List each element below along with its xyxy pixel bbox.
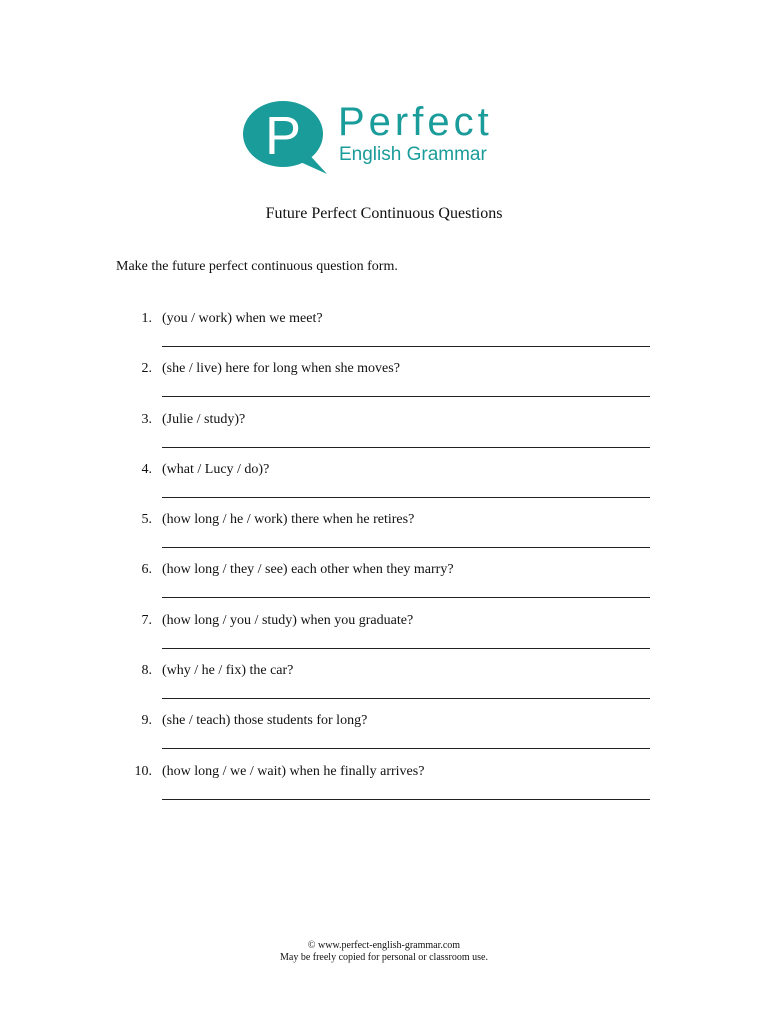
logo-letter: P	[264, 106, 302, 166]
answer-line[interactable]	[162, 597, 650, 598]
question-prompt: (how long / we / wait) when he finally arrives?	[162, 763, 425, 779]
worksheet-instruction: Make the future perfect continuous question form.	[116, 259, 398, 274]
usage-note: May be freely copied for personal or classroom use.	[280, 952, 488, 963]
page-footer	[0, 940, 768, 964]
answer-line[interactable]	[162, 698, 650, 699]
question-item	[0, 712, 768, 762]
answer-line[interactable]	[162, 346, 650, 347]
answer-line[interactable]	[162, 547, 650, 548]
question-item	[0, 461, 768, 511]
question-item	[0, 612, 768, 662]
question-item	[0, 511, 768, 561]
question-prompt: (you / work) when we meet?	[162, 311, 323, 326]
worksheet-title: Future Perfect Continuous Questions	[265, 205, 503, 222]
question-item	[0, 360, 768, 410]
question-prompt: (how long / they / see) each other when they marry?	[162, 562, 454, 578]
question-list	[0, 310, 768, 813]
question-prompt: (what / Lucy / do)?	[162, 461, 270, 477]
question-prompt: (how long / he / work) there when he retires?	[162, 512, 415, 528]
answer-line[interactable]	[162, 799, 650, 800]
question-item	[0, 662, 768, 712]
question-number: 4.	[141, 461, 152, 477]
question-number: 6.	[141, 562, 152, 578]
question-number: 9.	[141, 713, 152, 729]
question-number: 1.	[141, 311, 152, 326]
question-item	[0, 310, 768, 360]
logo-word-perfect: Perfect	[338, 100, 493, 144]
question-number: 7.	[141, 612, 152, 628]
question-prompt: (she / teach) those students for long?	[162, 713, 368, 729]
speech-bubble-logo-icon	[243, 100, 327, 174]
question-number: 8.	[141, 663, 152, 679]
site-logo	[243, 100, 533, 178]
question-item	[0, 561, 768, 611]
answer-line[interactable]	[162, 748, 650, 749]
question-prompt: (how long / you / study) when you graduate?	[162, 612, 414, 628]
question-number: 2.	[141, 361, 152, 377]
answer-line[interactable]	[162, 447, 650, 448]
question-number: 10.	[134, 763, 152, 779]
answer-line[interactable]	[162, 648, 650, 649]
question-prompt: (why / he / fix) the car?	[162, 663, 294, 679]
question-number: 3.	[141, 411, 152, 427]
logo-word-english-grammar: English Grammar	[339, 144, 487, 165]
question-number: 5.	[141, 512, 152, 528]
copyright-line: © www.perfect-english-grammar.com	[307, 940, 461, 951]
answer-line[interactable]	[162, 396, 650, 397]
answer-line[interactable]	[162, 497, 650, 498]
question-prompt: (she / live) here for long when she moves?	[162, 361, 400, 377]
question-item	[0, 411, 768, 461]
question-item	[0, 763, 768, 813]
question-prompt: (Julie / study)?	[162, 411, 246, 427]
